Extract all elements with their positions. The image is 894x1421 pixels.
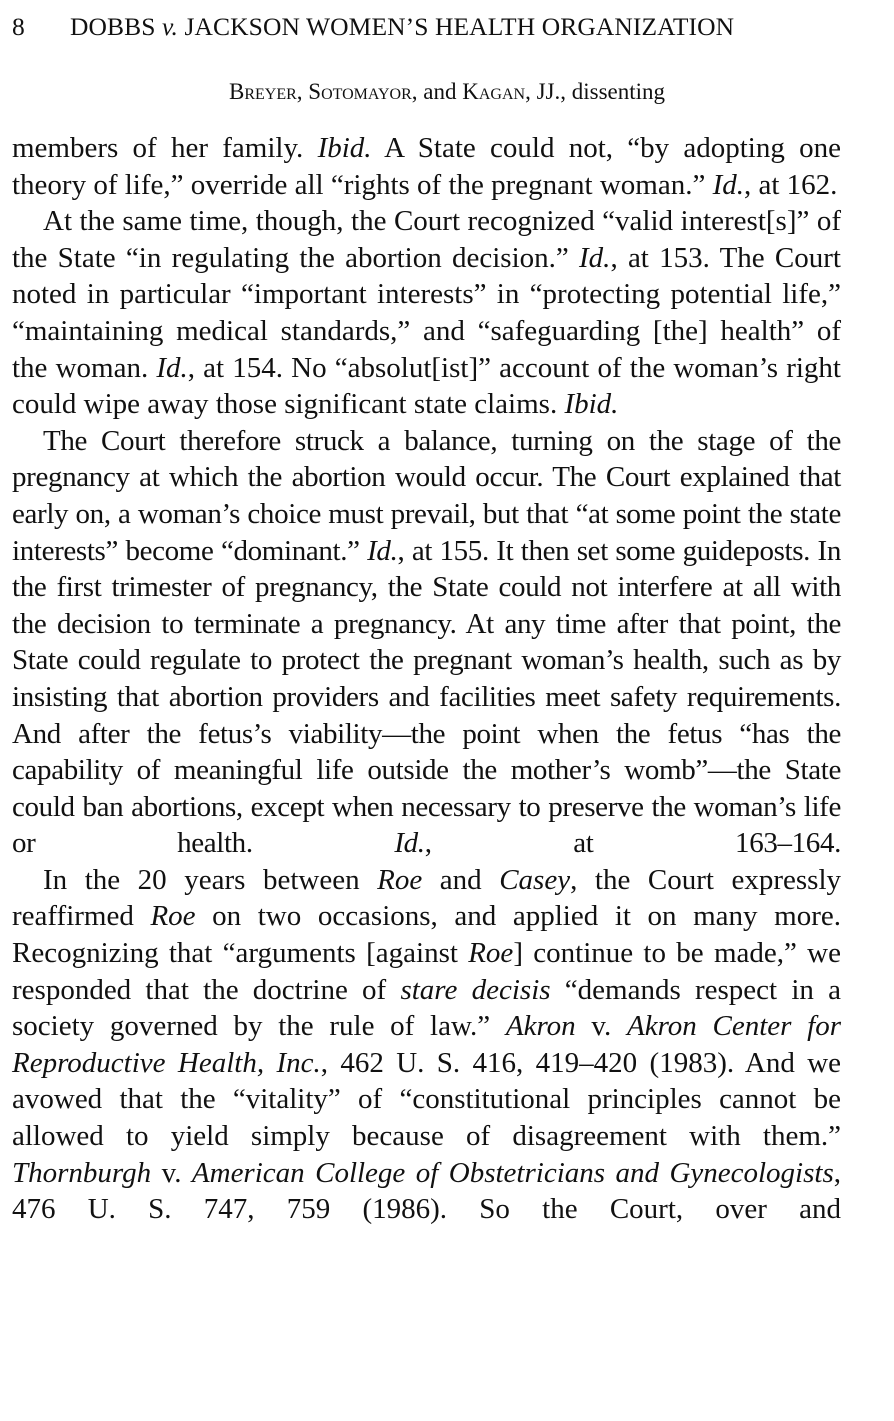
subhead-sep1: , bbox=[296, 79, 309, 104]
subhead-s2: otomayor bbox=[321, 79, 412, 104]
paragraph-4 bbox=[12, 862, 841, 1228]
p4-text-1: In the 20 years between bbox=[43, 863, 378, 896]
p1-text-2: A State could not, “by adopting one theory of life,” override all “rights of the pregnant woman.” bbox=[12, 132, 841, 201]
p2-text-2: , at 153. The Court noted in particular “important interests” in “protecting potential life,” “maintaining medical standards,” and “safeguarding [the] health” of the woman. bbox=[12, 241, 841, 384]
p4-text-5: ] continue to be made,” we responded that the doctrine of bbox=[12, 937, 841, 1006]
running-head bbox=[12, 10, 840, 44]
p3-text-1: The Court therefore struck a balance, turning on the stage of the pregnancy at which the abortion would occur. The Court explained that early on, a woman’s choice must prevail, but that “at some point the state interests” become “dominant.” bbox=[12, 424, 841, 567]
p2-text-3: , at 154. No “absolut[ist]” account of the woman’s right could wipe away those significant state claims. bbox=[12, 351, 841, 421]
p4-text-9: v. bbox=[151, 1156, 192, 1189]
p4-case-akron-center: Akron Center for Reproductive Health, Inc. bbox=[12, 1010, 841, 1079]
p3-cite-2: Id. bbox=[394, 827, 425, 860]
p1-cite-2: Id. bbox=[712, 168, 744, 201]
caption-right: JACKSON WOMEN’S HEALTH ORGANIZATION bbox=[178, 12, 735, 41]
p3-text-3: , at 163–164. bbox=[424, 827, 841, 860]
p3-text-2: , at 155. It then set some guideposts. In the first trimester of pregnancy, the State could not interfere at all with the decision to terminate a pregnancy. At any time after that point, the State could regulate to protect the pregnant woman’s health, such as by insisting that abortion providers and facilities meet safety requirements. And after the fetus’s viability—the point when the fetus “has the capability of meaningful life outside the mother’s womb”—the State could ban abortions, except when necessary to preserve the woman’s life or health. bbox=[12, 534, 841, 860]
paragraph-1 bbox=[12, 130, 841, 203]
p4-case-roe-2: Roe bbox=[150, 900, 196, 933]
paragraph-3 bbox=[12, 423, 841, 862]
p4-stare-decisis: stare decisis bbox=[400, 973, 551, 1006]
p4-case-casey: Casey bbox=[499, 863, 571, 896]
p4-case-roe-3: Roe bbox=[468, 937, 514, 970]
p4-text-7: v. bbox=[575, 1010, 627, 1043]
subhead-s1: S bbox=[308, 79, 322, 104]
p2-cite-2: Id. bbox=[156, 351, 188, 384]
p4-text-8: , 462 U. S. 416, 419–420 (1983). And we avowed that the “vitality” of “constitutional principles cannot be allowed to yield simply because of disagreement with them.” bbox=[12, 1046, 842, 1153]
p4-text-2: and bbox=[422, 863, 500, 896]
p1-text-1: members of her family. bbox=[12, 132, 318, 164]
paragraph-2 bbox=[12, 203, 841, 423]
p4-text-6: “demands respect in a society governed by the rule of law.” bbox=[12, 973, 841, 1043]
p2-text-1: At the same time, though, the Court recognized “valid interest[s]” of the State “in regulating the abortion decision.” bbox=[12, 205, 841, 274]
p4-case-akron: Akron bbox=[505, 1010, 576, 1043]
caption-left: DOBBS bbox=[70, 12, 163, 41]
caption-v: v. bbox=[162, 12, 179, 41]
page-number: 8 bbox=[12, 12, 25, 41]
p4-case-roe-1: Roe bbox=[377, 863, 423, 896]
subhead-sep2: , and bbox=[411, 79, 463, 104]
p2-cite-1: Id. bbox=[579, 241, 611, 274]
subhead-k2: agan bbox=[478, 79, 526, 104]
p4-text-10: , 476 U. S. 747, 759 (1986). So the Court, over and bbox=[12, 1156, 841, 1226]
subhead-tail: , JJ., dissenting bbox=[525, 79, 666, 104]
subhead-b2: reyer bbox=[244, 79, 297, 104]
p4-text-3: , the Court expressly reaffirmed bbox=[12, 863, 842, 933]
p4-text-4: on two occasions, and applied it on many more. Recognizing that “arguments [against bbox=[12, 900, 841, 970]
opinion-body bbox=[12, 130, 841, 1228]
subhead-b1: B bbox=[228, 79, 245, 104]
case-caption bbox=[70, 10, 734, 44]
p1-text-3: , at 162. bbox=[744, 168, 838, 201]
p3-cite-1: Id. bbox=[367, 534, 398, 567]
opinion-subheader bbox=[0, 76, 894, 108]
p4-case-thornburgh: Thornburgh bbox=[12, 1156, 152, 1189]
p2-cite-3: Ibid. bbox=[564, 388, 619, 421]
subhead-k1: K bbox=[462, 79, 479, 104]
p1-cite-1: Ibid. bbox=[317, 132, 372, 164]
p4-case-acog: American College of Obstetricians and Gynecologists bbox=[191, 1156, 834, 1189]
